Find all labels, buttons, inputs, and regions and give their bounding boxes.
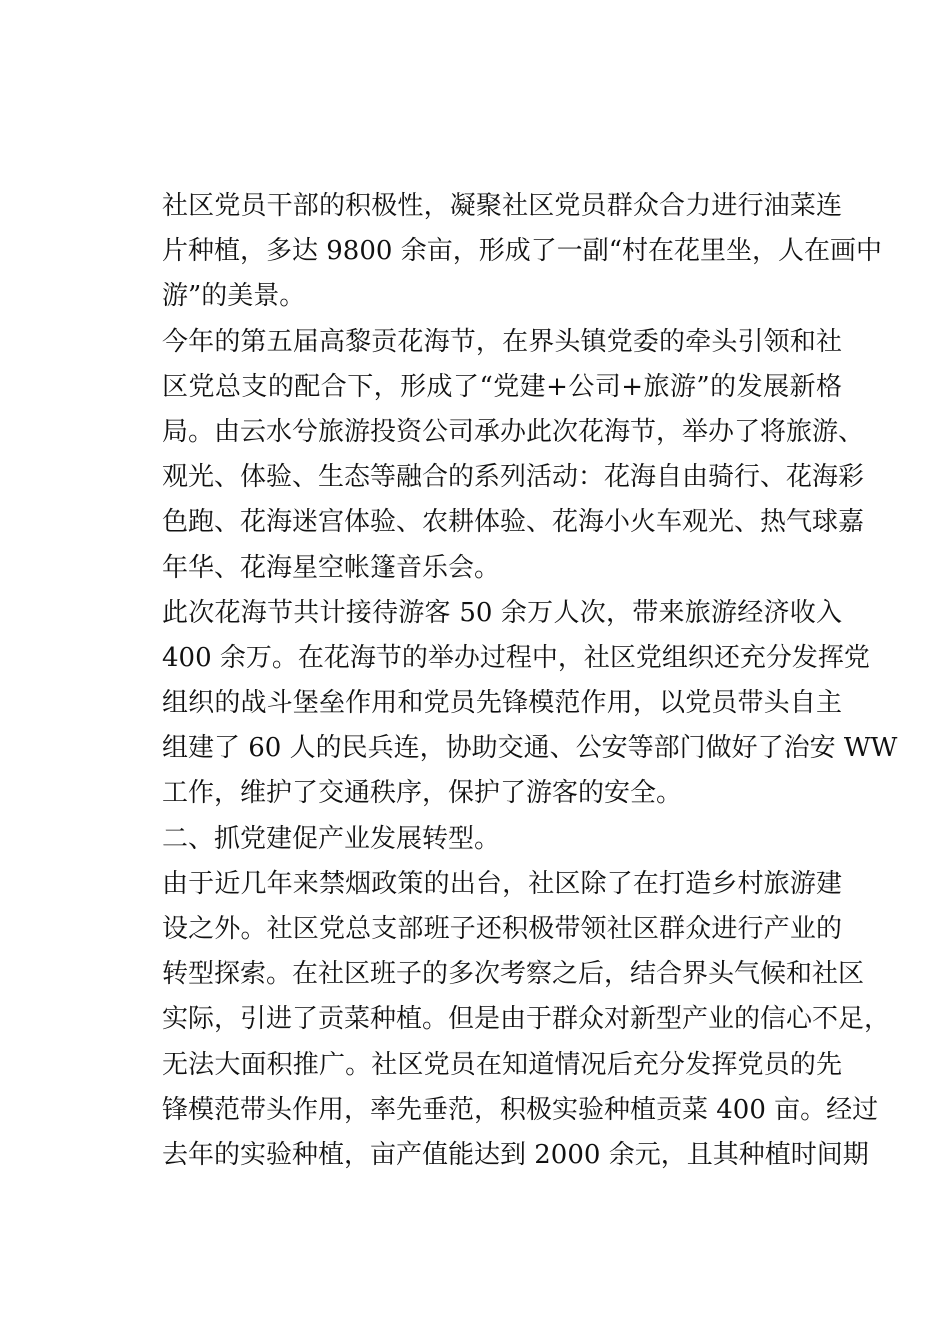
text-line: 组织的战斗堡垒作用和党员先锋模范作用，以党员带头自主	[162, 688, 842, 719]
text-line: 转型探索。在社区班子的多次考察之后，结合界头气候和社区	[162, 959, 865, 990]
document-body	[162, 184, 898, 1178]
text-line: 设之外。社区党总支部班子还积极带领社区群众进行产业的	[162, 914, 842, 944]
text-line: 今年的第五届高黎贡花海节，在界头镇党委的牵头引领和社	[162, 326, 842, 357]
text-line: 组建了 60 人的民兵连，协助交通、公安等部门做好了治安 WW	[162, 733, 898, 764]
text-line: 区党总支的配合下，形成了“党建+公司+旅游”的发展新格	[162, 371, 842, 402]
text-line: 锋模范带头作用，率先垂范，积极实验种植贡菜 400 亩。经过	[162, 1094, 879, 1125]
text-line: 局。由云水兮旅游投资公司承办此次花海节，举办了将旅游、	[162, 416, 865, 447]
text-line: 游”的美景。	[162, 281, 306, 312]
text-line: 色跑、花海迷宫体验、农耕体验、花海小火车观光、热气球嘉	[162, 507, 865, 538]
text-line: 无法大面积推广。社区党员在知道情况后充分发挥党员的先	[162, 1049, 842, 1080]
text-line: 去年的实验种植，亩产值能达到 2000 余元，且其种植时间期	[162, 1139, 869, 1170]
text-line: 400 余万。在花海节的举办过程中，社区党组织还充分发挥党	[162, 642, 870, 673]
text-line: 年华、花海星空帐篷音乐会。	[162, 552, 501, 583]
text-line: 观光、体验、生态等融合的系列活动：花海自由骑行、花海彩	[162, 462, 865, 493]
text-line: 由于近几年来禁烟政策的出台，社区除了在打造乡村旅游建	[162, 868, 842, 899]
text-line: 此次花海节共计接待游客 50 余万人次，带来旅游经济收入	[162, 597, 842, 628]
text-line: 社区党员干部的积极性，凝聚社区党员群众合力进行油菜连	[162, 191, 842, 221]
text-line: 实际，引进了贡菜种植。但是由于群众对新型产业的信心不足，	[162, 1004, 891, 1035]
text-line: 片种植，多达 9800 余亩，形成了一副“村在花里坐，人在画中	[162, 236, 882, 267]
text-line: 工作，维护了交通秩序，保护了游客的安全。	[162, 778, 683, 809]
section-heading: 二、抓党建促产业发展转型。	[162, 823, 501, 854]
